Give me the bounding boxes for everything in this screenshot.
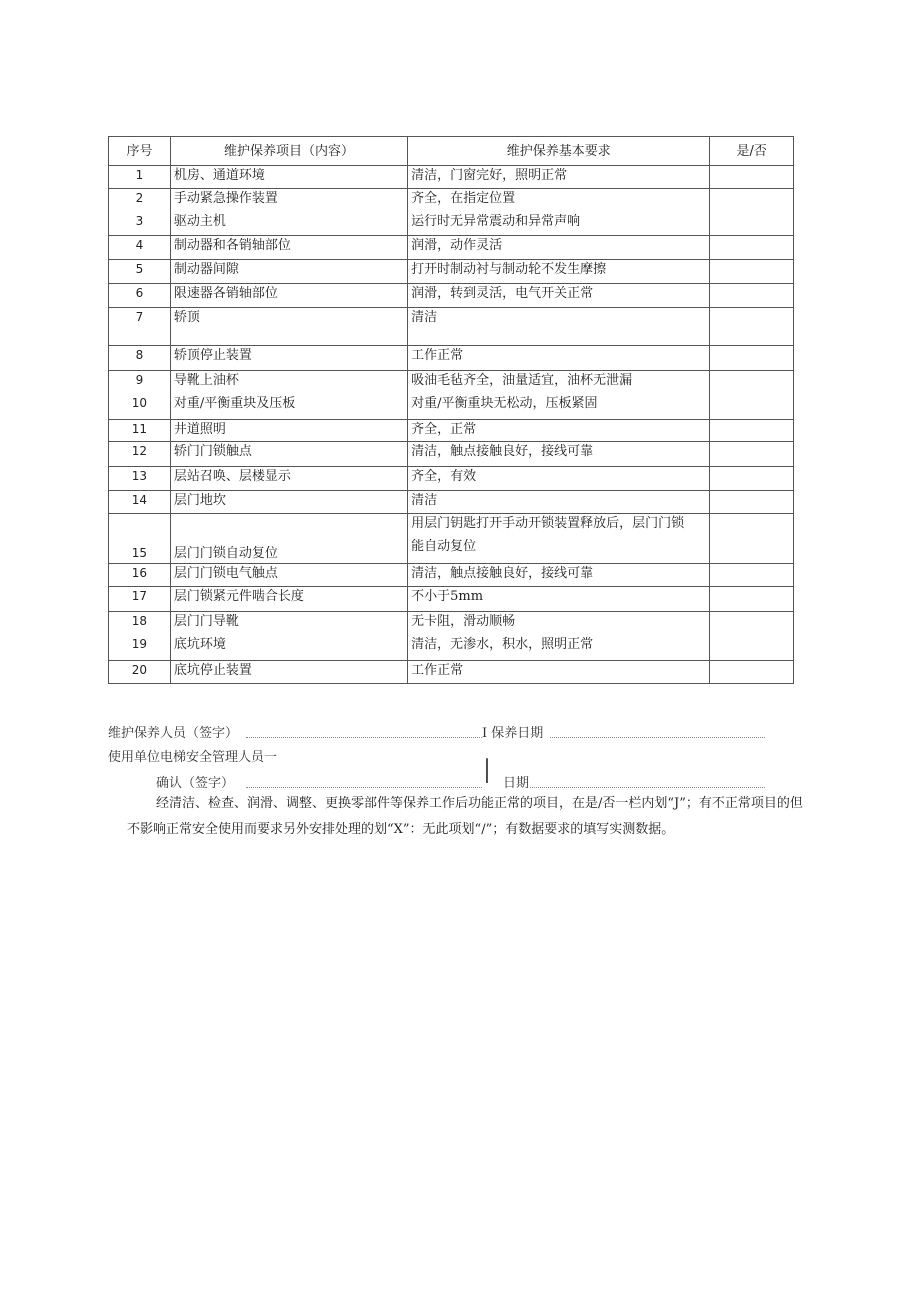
cell-no-text: 9 (135, 373, 144, 387)
cell-item (170, 661, 407, 684)
cell-no-text: 13 (131, 469, 148, 483)
cell-no-text: 2 (135, 191, 144, 205)
note-line-2: 不影响正常安全使用而要求另外安排处理的划“X”：无此项划“/”；有数据要求的填写实测数据。 (127, 822, 675, 837)
cell-yes-no-check[interactable] (710, 491, 794, 514)
note-line-1: 经清洁、检查、润滑、调整、更换零部件等保养工作后功能正常的项目，在是/否一栏内划“J”；有不正常项目的但 (156, 796, 803, 811)
table-row (109, 661, 794, 684)
confirm-signature-line[interactable] (246, 787, 482, 788)
table-body (109, 166, 794, 684)
table-header-row (109, 137, 794, 166)
cell-item (170, 612, 407, 661)
cell-requirement (408, 189, 710, 236)
maintainer-signature-label: 维护保养人员（签字） (108, 726, 239, 741)
cell-no (109, 420, 171, 442)
cell-no (109, 284, 171, 308)
cell-item-text: 井道照明 (173, 422, 226, 437)
cell-requirement-text: 清洁，触点接触良好，接线可靠 (411, 444, 594, 459)
cell-item (170, 587, 407, 612)
cell-no-text: 1 (135, 168, 144, 182)
cell-yes-no-check[interactable] (710, 467, 794, 491)
cell-requirement-text: 对重/平衡重块无松动，压板紧固 (411, 396, 598, 411)
cell-no (109, 661, 171, 684)
cell-item (170, 420, 407, 442)
cell-item-text: 限速器各销轴部位 (173, 286, 278, 301)
cell-no-text: 7 (135, 310, 144, 324)
cell-yes-no-check[interactable] (710, 346, 794, 371)
cell-requirement-text: 清洁 (411, 493, 438, 508)
cell-yes-no-check[interactable] (710, 260, 794, 284)
cell-no-text: 18 (131, 614, 148, 628)
cell-requirement (408, 346, 710, 371)
cell-item-text: 机房、通道环境 (173, 168, 265, 183)
cell-requirement-text: 齐全，在指定位置 (411, 191, 516, 206)
cell-item (170, 371, 407, 420)
cell-no-text: 17 (131, 589, 148, 603)
cell-item-text: 导靴上油杯 (173, 373, 239, 388)
cell-requirement-text: 齐全，有效 (411, 469, 477, 484)
cell-no (109, 514, 171, 564)
table-row (109, 491, 794, 514)
maintenance-table (108, 136, 794, 684)
cell-no (109, 166, 171, 189)
cell-requirement (408, 661, 710, 684)
cell-no-text: 4 (135, 238, 144, 252)
header-item: 维护保养项目（内容） (170, 137, 407, 166)
cell-no-text: 20 (131, 663, 148, 677)
confirm-date-line[interactable] (530, 787, 765, 788)
cell-no-text: 12 (131, 444, 148, 458)
cell-requirement-text: 能自动复位 (411, 539, 477, 554)
cell-requirement (408, 236, 710, 260)
cell-requirement-text: 运行时无异常震动和异常声响 (411, 214, 581, 229)
cell-item-text: 制动器和各销轴部位 (173, 238, 291, 253)
cell-item (170, 308, 407, 346)
cell-requirement-text: 齐全，正常 (411, 422, 477, 437)
cell-requirement (408, 260, 710, 284)
cell-yes-no-check[interactable] (710, 284, 794, 308)
table-row (109, 260, 794, 284)
table-row (109, 284, 794, 308)
cell-item-text: 层门门锁电气触点 (173, 566, 278, 581)
cell-no (109, 189, 171, 236)
cell-yes-no-check[interactable] (710, 612, 794, 661)
maintenance-date-line[interactable] (550, 737, 765, 738)
maintenance-date-label: I 保养日期 (482, 726, 544, 741)
cell-no (109, 236, 171, 260)
cell-no (109, 260, 171, 284)
cell-no-text: 19 (131, 637, 148, 651)
cell-no-text: 14 (131, 493, 148, 507)
table-row (109, 189, 794, 236)
cell-no-text: 11 (131, 422, 148, 436)
cell-item-text: 手动紧急操作装置 (173, 191, 278, 206)
cell-yes-no-check[interactable] (710, 587, 794, 612)
cell-item-text: 轿顶 (173, 310, 200, 325)
cell-item-text: 对重/平衡重块及压板 (173, 396, 296, 411)
cell-no-text: 3 (135, 214, 144, 228)
table-row (109, 564, 794, 587)
cell-yes-no-check[interactable] (710, 442, 794, 467)
cell-item (170, 189, 407, 236)
header-yes-no: 是/否 (710, 137, 794, 166)
table-row (109, 346, 794, 371)
cell-item-text: 层门地坎 (173, 493, 226, 508)
cell-no-text: 6 (135, 286, 144, 300)
cell-requirement (408, 442, 710, 467)
cell-yes-no-check[interactable] (710, 189, 794, 236)
cell-requirement-text: 清洁，触点接触良好，接线可靠 (411, 566, 594, 581)
cell-requirement-text: 用层门钥匙打开手动开锁装置释放后，层门门锁 (411, 516, 685, 531)
cell-no (109, 467, 171, 491)
cell-item (170, 442, 407, 467)
cell-requirement (408, 371, 710, 420)
cell-requirement-text: 润滑，动作灵活 (411, 238, 503, 253)
cell-item-text: 制动器间隙 (173, 262, 239, 277)
cell-requirement (408, 467, 710, 491)
cell-requirement (408, 166, 710, 189)
table-row (109, 236, 794, 260)
cell-requirement-text: 无卡阻，滑动顺畅 (411, 614, 516, 629)
table-row (109, 308, 794, 346)
cell-no-text: 8 (135, 348, 144, 362)
table-row (109, 514, 794, 564)
cell-requirement (408, 491, 710, 514)
cell-requirement (408, 284, 710, 308)
cell-item-text: 层门锁紧元件啮合长度 (173, 589, 304, 604)
maintainer-signature-line[interactable] (246, 737, 482, 738)
header-requirement: 维护保养基本要求 (408, 137, 710, 166)
cell-item-text: 层门门锁自动复位 (173, 546, 278, 561)
cell-no-text: 10 (131, 396, 148, 410)
cell-no-text: 16 (131, 566, 148, 580)
cell-requirement-text: 清洁 (411, 310, 438, 325)
cell-requirement (408, 308, 710, 346)
cell-yes-no-check[interactable] (710, 420, 794, 442)
confirm-signature-label: 确认（签字） (156, 776, 235, 791)
cell-requirement-text: 清洁，门窗完好，照明正常 (411, 168, 568, 183)
cell-yes-no-check[interactable] (710, 514, 794, 564)
cell-no-text: 15 (131, 546, 148, 560)
cell-requirement-text: 润滑，转到灵活，电气开关正常 (411, 286, 594, 301)
cell-item (170, 260, 407, 284)
cell-item (170, 491, 407, 514)
cell-requirement (408, 612, 710, 661)
cell-item-text: 轿顶停止装置 (173, 348, 252, 363)
cell-yes-no-check[interactable] (710, 371, 794, 420)
cell-yes-no-check[interactable] (710, 236, 794, 260)
cell-yes-no-check[interactable] (710, 661, 794, 684)
cell-requirement-text: 工作正常 (411, 663, 464, 678)
cell-item-text: 底坑停止装置 (173, 663, 252, 678)
cell-requirement (408, 564, 710, 587)
cell-item-text: 层门门导靴 (173, 614, 239, 629)
cell-no-text: 5 (135, 262, 144, 276)
cell-no (109, 308, 171, 346)
table-row (109, 587, 794, 612)
cell-yes-no-check[interactable] (710, 564, 794, 587)
confirm-date-label: 日期 (503, 776, 530, 791)
cell-requirement (408, 420, 710, 442)
cell-no (109, 371, 171, 420)
cell-requirement (408, 587, 710, 612)
cell-requirement-text: 不小于5mm (411, 589, 484, 604)
cell-item (170, 346, 407, 371)
cell-item (170, 236, 407, 260)
table-row (109, 612, 794, 661)
header-no: 序号 (109, 137, 171, 166)
bar-glyph: I (482, 752, 493, 792)
cell-requirement (408, 514, 710, 564)
cell-item-text: 轿门门锁触点 (173, 444, 252, 459)
cell-item (170, 467, 407, 491)
cell-item (170, 166, 407, 189)
cell-item-text: 驱动主机 (173, 214, 226, 229)
cell-requirement-text: 吸油毛毡齐全，油量适宜，油杯无泄漏 (411, 373, 633, 388)
cell-no (109, 442, 171, 467)
cell-requirement-text: 清洁，无渗水，积水，照明正常 (411, 637, 594, 652)
cell-item (170, 284, 407, 308)
table-row (109, 166, 794, 189)
cell-no (109, 587, 171, 612)
cell-yes-no-check[interactable] (710, 308, 794, 346)
cell-no (109, 564, 171, 587)
cell-no (109, 612, 171, 661)
maintenance-table-wrap (108, 136, 794, 684)
cell-item-text: 层站召唤、层楼显示 (173, 469, 291, 484)
table-row (109, 371, 794, 420)
cell-requirement-text: 打开时制动衬与制动轮不发生摩擦 (411, 262, 607, 277)
cell-requirement-text: 工作正常 (411, 348, 464, 363)
cell-item (170, 514, 407, 564)
cell-item (170, 564, 407, 587)
table-row (109, 420, 794, 442)
user-unit-manager-label: 使用单位电梯安全管理人员一 (108, 750, 278, 765)
table-row (109, 442, 794, 467)
cell-item-text: 底坑环境 (173, 637, 226, 652)
table-row (109, 467, 794, 491)
cell-no (109, 346, 171, 371)
cell-yes-no-check[interactable] (710, 166, 794, 189)
cell-no (109, 491, 171, 514)
